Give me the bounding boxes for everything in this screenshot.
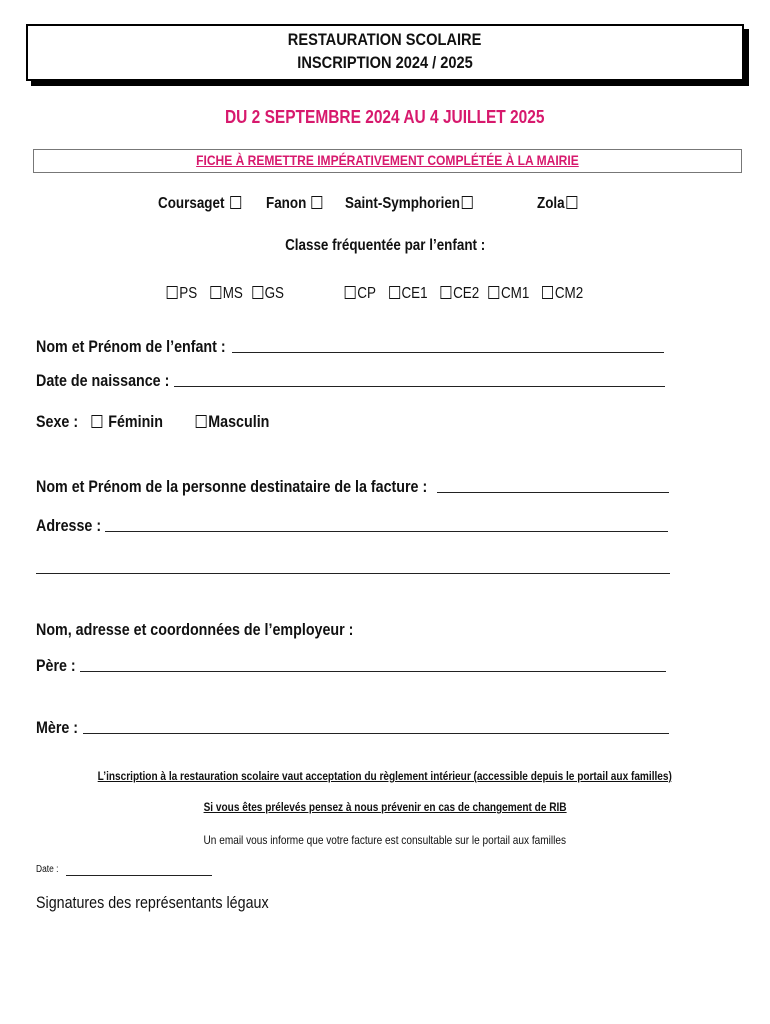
signatures-label: Signatures des représentants légaux xyxy=(36,893,269,912)
invoice-recipient-field[interactable] xyxy=(437,478,669,493)
birth-date-field[interactable] xyxy=(174,372,665,387)
date-range: DU 2 SEPTEMBRE 2024 AU 4 JUILLET 2025 xyxy=(225,107,545,127)
checkbox-icon[interactable] xyxy=(389,286,400,299)
checkbox-icon[interactable] xyxy=(230,196,241,209)
sex-male-option[interactable] xyxy=(194,412,269,432)
sex-female: Féminin xyxy=(108,412,163,431)
date-label: Date : xyxy=(36,864,59,875)
school-zola[interactable]: Zola xyxy=(537,195,579,213)
mother-label: Mère : xyxy=(36,718,79,737)
school-coursaget[interactable]: Coursaget xyxy=(158,195,242,213)
checkbox-icon[interactable] xyxy=(462,196,473,209)
class-ce1: CE1 xyxy=(401,285,428,302)
mother-field[interactable] xyxy=(83,719,669,734)
checkbox-icon[interactable] xyxy=(312,196,323,209)
checkbox-icon[interactable] xyxy=(488,286,499,299)
class-ps: PS xyxy=(179,285,198,302)
address-field[interactable] xyxy=(105,517,668,532)
email-notice: Un email vous informe que votre facture est consultable sur le portail aux familles xyxy=(203,833,567,847)
school-saint-symphorien[interactable]: Saint-Symphorien xyxy=(345,195,474,213)
class-cm2: CM2 xyxy=(554,285,584,302)
class-label: Classe fréquentée par l’enfant : xyxy=(284,237,486,254)
date-field[interactable] xyxy=(66,864,212,876)
checkbox-icon[interactable] xyxy=(440,286,451,299)
class-options-elementaire xyxy=(343,285,583,303)
father-label: Père : xyxy=(36,656,76,675)
child-name-field[interactable] xyxy=(232,338,664,353)
rib-notice: Si vous êtes prélevés pensez à nous prévenir en cas de changement de RIB xyxy=(203,800,567,814)
invoice-recipient-label: Nom et Prénom de la personne destinataire de la facture : xyxy=(36,477,428,496)
checkbox-icon[interactable] xyxy=(345,286,356,299)
class-cm1: CM1 xyxy=(500,285,530,302)
sex-row xyxy=(36,412,163,432)
checkbox-icon[interactable] xyxy=(92,415,103,428)
rules-notice: L’inscription à la restauration scolaire vaut acceptation du règlement intérieur (accessible depuis le portail aux familles) xyxy=(97,769,673,783)
employer-heading: Nom, adresse et coordonnées de l’employeur : xyxy=(36,620,354,639)
school-fanon[interactable]: Fanon xyxy=(266,195,324,213)
address-field-line-2[interactable] xyxy=(36,559,670,574)
checkbox-icon[interactable] xyxy=(196,415,207,428)
title-line-1: RESTAURATION SCOLAIRE xyxy=(288,30,482,49)
sex-male: Masculin xyxy=(208,412,270,431)
checkbox-icon[interactable] xyxy=(542,286,553,299)
checkbox-icon[interactable] xyxy=(252,286,263,299)
title-line-2: INSCRIPTION 2024 / 2025 xyxy=(297,53,473,72)
father-field[interactable] xyxy=(80,657,666,672)
class-cp: CP xyxy=(357,285,376,302)
class-ms: MS xyxy=(222,285,243,302)
checkbox-icon[interactable] xyxy=(210,286,221,299)
class-options-maternelle xyxy=(165,285,284,303)
class-ce2: CE2 xyxy=(453,285,480,302)
birth-date-label: Date de naissance : xyxy=(36,371,170,390)
class-gs: GS xyxy=(264,285,285,302)
address-label: Adresse : xyxy=(36,516,102,535)
notice-text: FICHE À REMETTRE IMPÉRATIVEMENT COMPLÉTÉE À LA MAIRIE xyxy=(196,152,579,168)
notice-box xyxy=(33,149,742,173)
child-name-label: Nom et Prénom de l’enfant : xyxy=(36,337,226,356)
checkbox-icon[interactable] xyxy=(167,286,178,299)
title-box xyxy=(26,24,744,81)
checkbox-icon[interactable] xyxy=(566,196,577,209)
sex-label: Sexe : xyxy=(36,412,79,431)
